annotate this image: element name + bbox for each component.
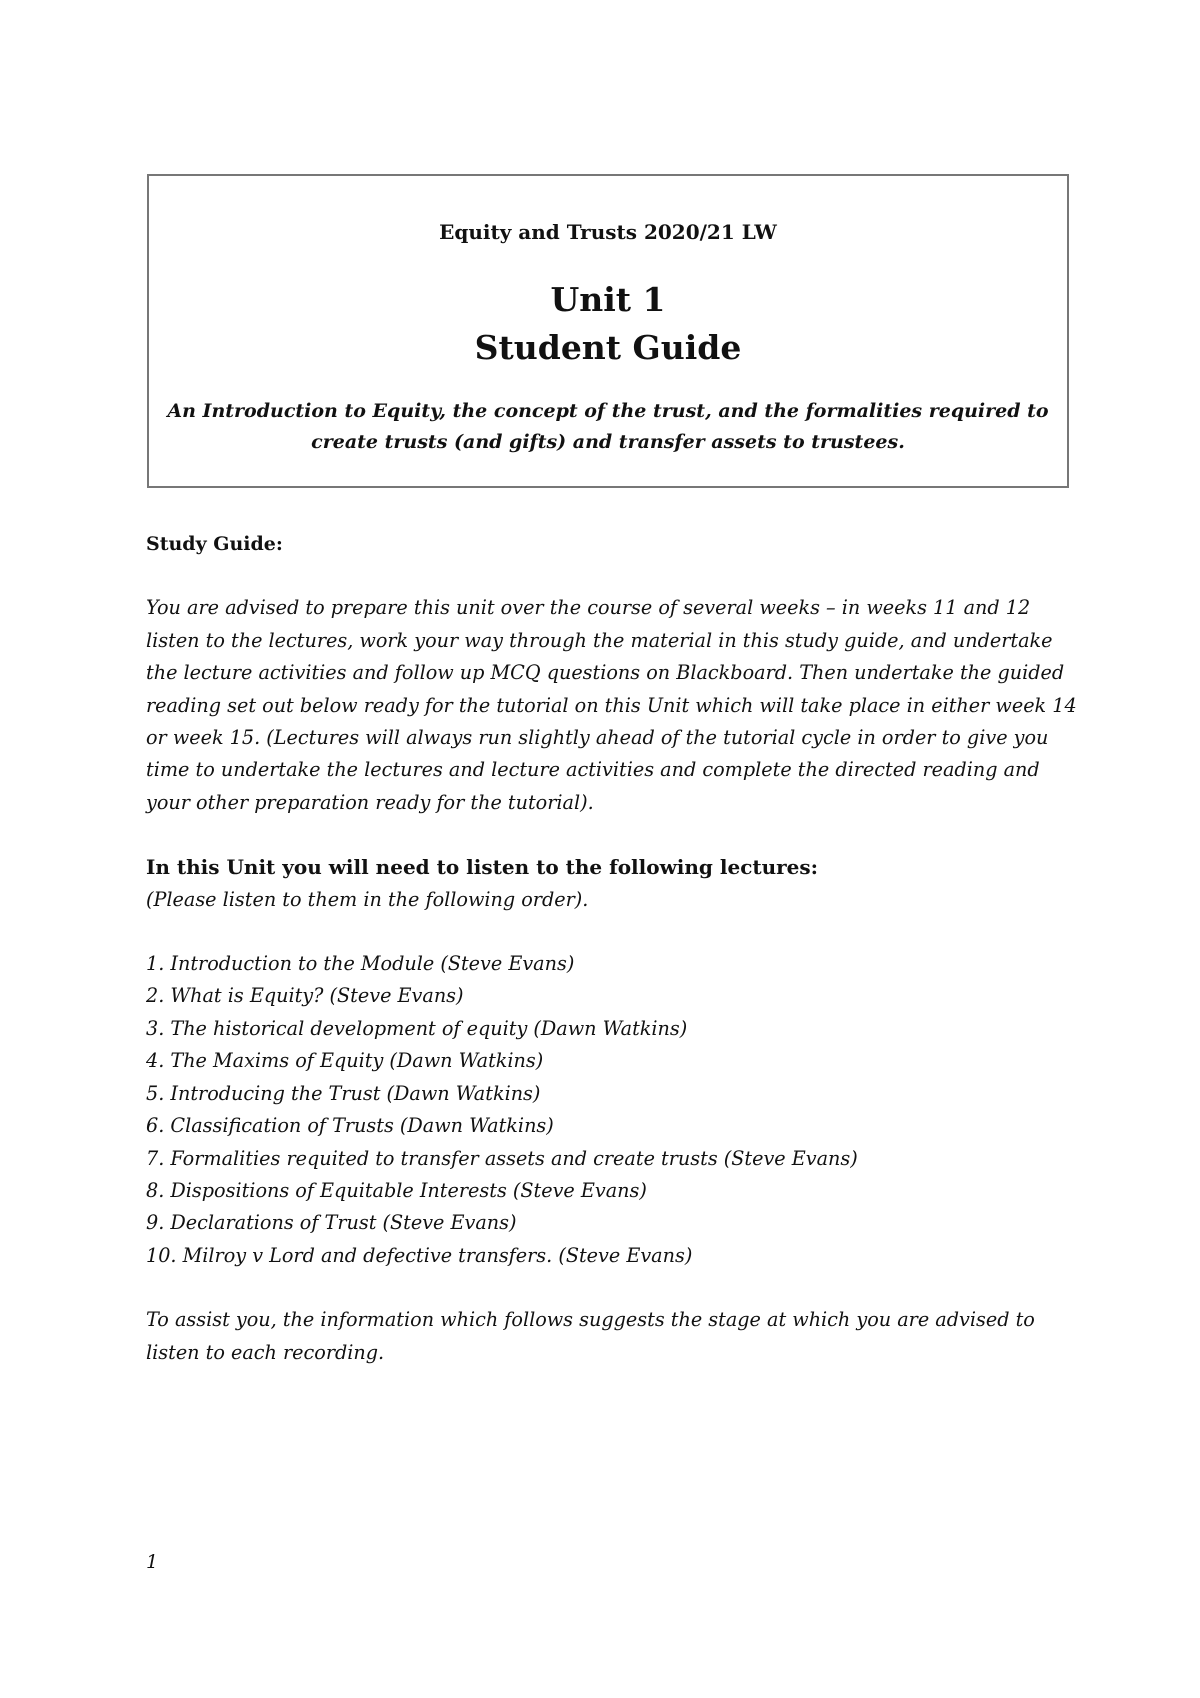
- list-item: 1. Introduction to the Module (Steve Evans): [146, 952, 575, 976]
- list-item: 3. The historical development of equity (Dawn Watkins): [146, 1016, 688, 1040]
- closing-paragraph: To assist you, the information which follows suggests the stage at which you are advised to listen to each recording.: [146, 1308, 1035, 1364]
- guide-title: Student Guide: [474, 328, 742, 367]
- study-guide-paragraph: You are advised to prepare this unit over the course of several weeks – in weeks 11 and 12 listen to the lectures, work your way through the material in this study guide, and undertake the lecture activities and follow up MCQ questions on Blackboard. Then undertake the guided reading set out below ready for the tutorial on this Unit which will take place in either week 14 or week 15. (Lectures will always run slightly ahead of the tutorial cycle in order to give you time to undertake the lectures and lecture activities and complete the directed reading and your other preparation ready for the tutorial).: [146, 596, 1077, 814]
- unit-number: Unit 1: [550, 280, 666, 319]
- list-item: 5. Introducing the Trust (Dawn Watkins): [146, 1081, 541, 1105]
- list-item: 7. Formalities requited to transfer assets and create trusts (Steve Evans): [146, 1146, 858, 1170]
- list-item: 10. Milroy v Lord and defective transfers. (Steve Evans): [146, 1243, 693, 1267]
- list-item: 2. What is Equity? (Steve Evans): [146, 984, 464, 1008]
- lecture-list: [146, 948, 1081, 1272]
- lectures-note: (Please listen to them in the following order).: [146, 887, 589, 911]
- lectures-heading: In this Unit you will need to listen to the following lectures:: [146, 855, 819, 880]
- list-item: 6. Classification of Trusts (Dawn Watkins): [146, 1114, 554, 1138]
- title-box: [147, 174, 1069, 488]
- list-item: 8. Dispositions of Equitable Interests (Steve Evans): [146, 1178, 647, 1202]
- page-number: 1: [146, 1551, 159, 1573]
- study-guide-heading: Study Guide:: [146, 533, 283, 555]
- course-title: Equity and Trusts 2020/21 LW: [439, 220, 777, 244]
- page-title: [149, 276, 1067, 372]
- document-body: [146, 528, 1081, 1388]
- unit-subtitle: An Introduction to Equity, the concept of the trust, and the formalities required to create trusts (and gifts) and transfer assets to trustees.: [167, 400, 1049, 453]
- list-item: 9. Declarations of Trust (Steve Evans): [146, 1211, 517, 1235]
- list-item: 4. The Maxims of Equity (Dawn Watkins): [146, 1049, 544, 1073]
